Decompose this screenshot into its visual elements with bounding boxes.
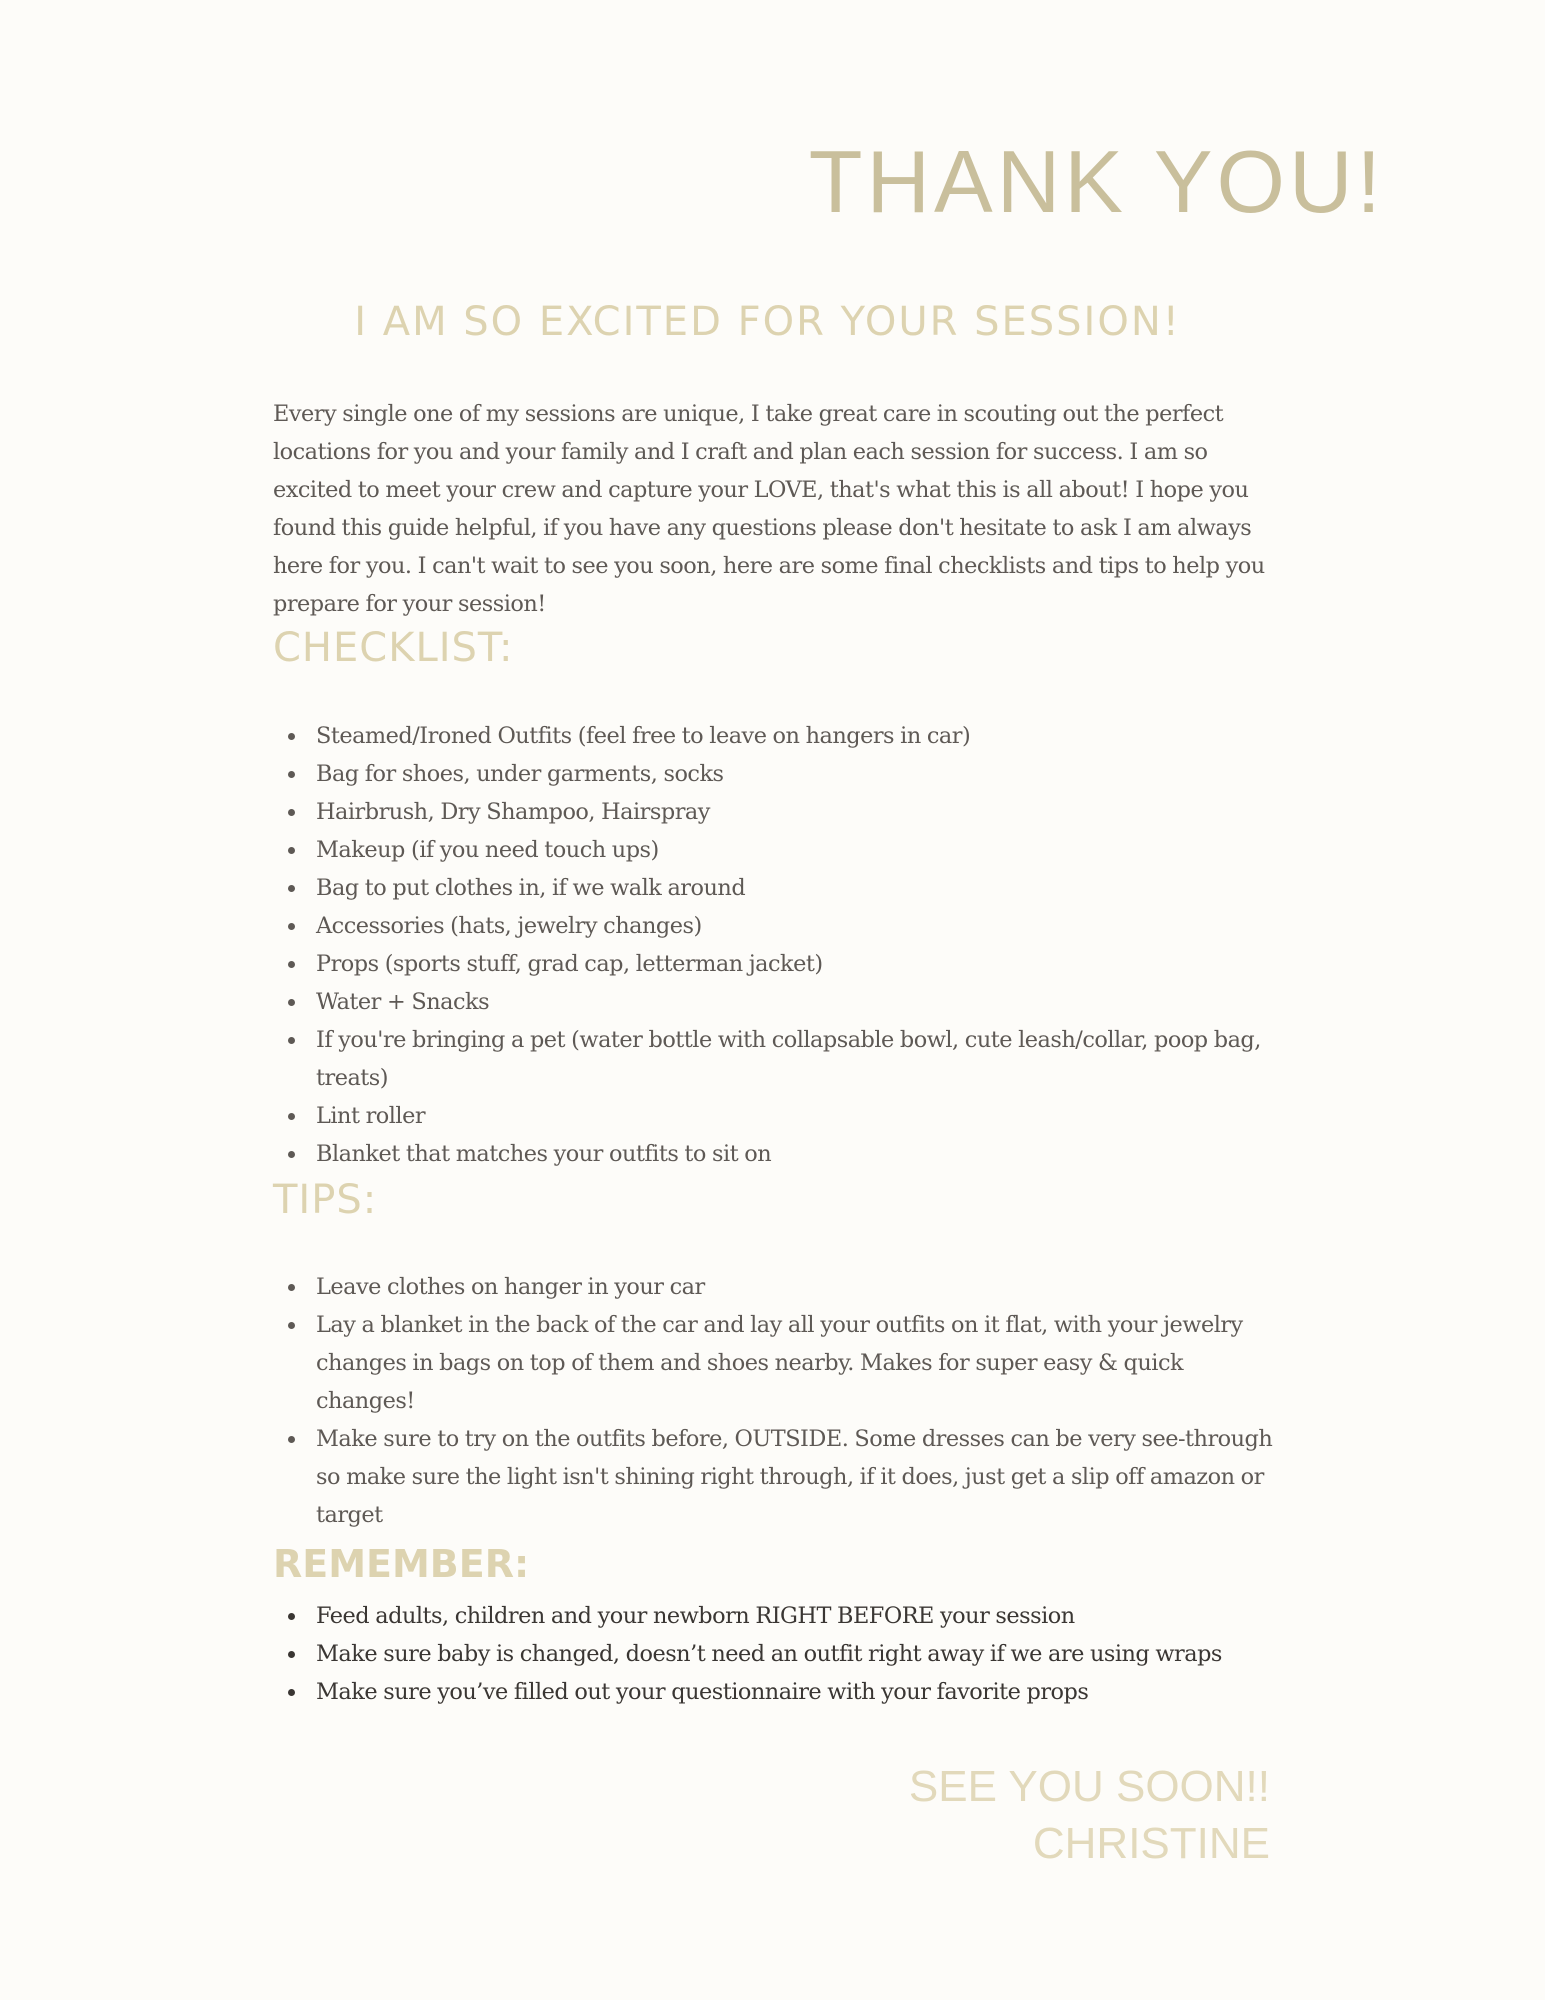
checklist-item: Steamed/Ironed Outfits (feel free to leave on hangers in car): [273, 717, 1273, 755]
checklist-item: Lint roller: [273, 1097, 1273, 1135]
signoff-line: SEE YOU SOON!!: [908, 1762, 1270, 1811]
page-subtitle: I AM SO EXCITED FOR YOUR SESSION!: [354, 299, 1181, 345]
checklist-item: Accessories (hats, jewelry changes): [273, 907, 1273, 945]
checklist-item: Blanket that matches your outfits to sit on: [273, 1135, 1273, 1173]
tips-heading: TIPS:: [273, 1177, 378, 1223]
intro-paragraph: Every single one of my sessions are unique, I take great care in scouting out the perfect locations for you and your family and I craft and plan each session for success. I am so excited to meet your crew and capture your LOVE, that's what this is all about! I hope you found this guide helpful, if you have any questions please don't hesitate to ask I am always here for you. I can't wait to see you soon, here are some final checklists and tips to help you prepare for your session!: [273, 401, 1265, 617]
checklist-item: Hairbrush, Dry Shampoo, Hairspray: [273, 793, 1273, 831]
remember-list: [273, 1597, 1273, 1711]
remember-item: Feed adults, children and your newborn RIGHT BEFORE your session: [273, 1597, 1273, 1635]
checklist-list: [273, 717, 1273, 1173]
tips-item: Leave clothes on hanger in your car: [273, 1268, 1273, 1306]
tips-item: Lay a blanket in the back of the car and lay all your outfits on it flat, with your jewelry changes in bags on top of them and shoes nearby. Makes for super easy & quick changes!: [273, 1306, 1273, 1420]
checklist-heading: CHECKLIST:: [273, 625, 514, 671]
tips-list: [273, 1268, 1273, 1534]
signoff-name: CHRISTINE: [1032, 1819, 1270, 1868]
checklist-item: Water + Snacks: [273, 983, 1273, 1021]
page-title: THANK YOU!: [808, 132, 1385, 231]
tips-item: Make sure to try on the outfits before, OUTSIDE. Some dresses can be very see-through so make sure the light isn't shining right through, if it does, just get a slip off amazon or target: [273, 1420, 1273, 1534]
checklist-item: Makeup (if you need touch ups): [273, 831, 1273, 869]
remember-item: Make sure baby is changed, doesn’t need an outfit right away if we are using wraps: [273, 1635, 1273, 1673]
checklist-item: Props (sports stuff, grad cap, letterman jacket): [273, 945, 1273, 983]
checklist-item: Bag to put clothes in, if we walk around: [273, 869, 1273, 907]
remember-item: Make sure you’ve filled out your questionnaire with your favorite props: [273, 1673, 1273, 1711]
remember-heading: REMEMBER:: [273, 1542, 530, 1586]
checklist-item: Bag for shoes, under garments, socks: [273, 755, 1273, 793]
checklist-item: If you're bringing a pet (water bottle with collapsable bowl, cute leash/collar, poop bag, treats): [273, 1021, 1273, 1097]
